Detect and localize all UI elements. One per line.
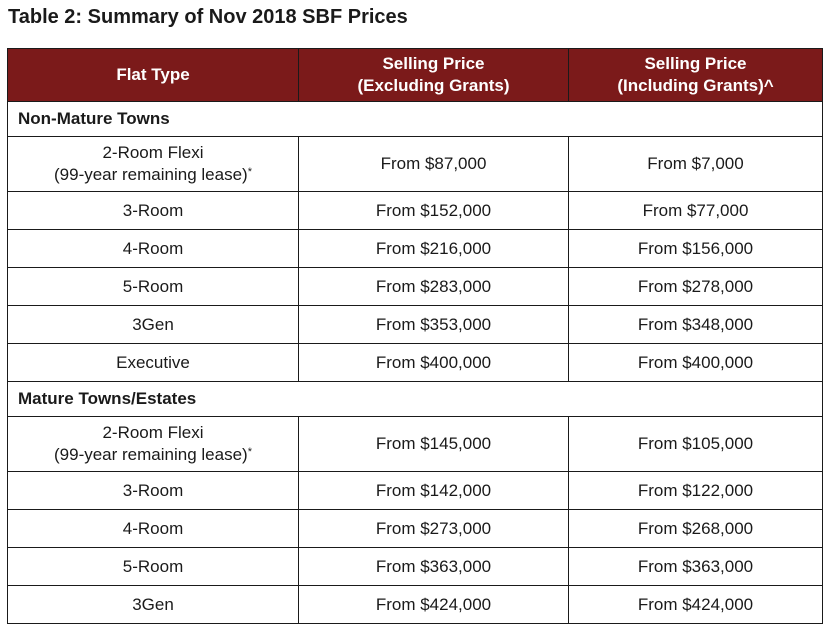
lease-note: (99-year remaining lease)	[54, 445, 248, 464]
price-incl-cell: From $400,000	[569, 344, 823, 382]
price-incl-cell: From $77,000	[569, 192, 823, 230]
price-incl-cell: From $278,000	[569, 268, 823, 306]
header-excl-line1: Selling Price	[382, 54, 485, 73]
price-excl-cell: From $283,000	[299, 268, 569, 306]
header-including-grants	[569, 49, 823, 102]
flat-type-line1: 2-Room Flexi	[102, 423, 204, 442]
price-excl-cell: From $353,000	[299, 306, 569, 344]
price-incl-cell: From $363,000	[569, 548, 823, 586]
price-incl-cell: From $7,000	[569, 137, 823, 192]
header-excluding-grants	[299, 49, 569, 102]
flat-type-cell: 4-Room	[8, 230, 299, 268]
section-row	[8, 102, 823, 137]
section-title: Non-Mature Towns	[8, 102, 823, 137]
flat-type-cell: Executive	[8, 344, 299, 382]
price-incl-cell: From $122,000	[569, 472, 823, 510]
footnote-mark: *	[247, 446, 252, 458]
table-row	[8, 548, 823, 586]
price-incl-cell: From $268,000	[569, 510, 823, 548]
table-row	[8, 417, 823, 472]
price-excl-cell: From $145,000	[299, 417, 569, 472]
price-incl-cell: From $105,000	[569, 417, 823, 472]
flat-type-cell: 3-Room	[8, 192, 299, 230]
table-row	[8, 268, 823, 306]
footnote-mark: *	[247, 166, 252, 178]
flat-type-cell	[8, 137, 299, 192]
price-excl-cell: From $424,000	[299, 586, 569, 624]
header-flat-type: Flat Type	[8, 49, 299, 102]
lease-note: (99-year remaining lease)	[54, 165, 248, 184]
price-excl-cell: From $216,000	[299, 230, 569, 268]
flat-type-cell: 3-Room	[8, 472, 299, 510]
flat-type-cell: 4-Room	[8, 510, 299, 548]
price-incl-cell: From $424,000	[569, 586, 823, 624]
price-excl-cell: From $400,000	[299, 344, 569, 382]
flat-type-line1: 2-Room Flexi	[102, 143, 204, 162]
price-incl-cell: From $156,000	[569, 230, 823, 268]
flat-type-cell: 5-Room	[8, 268, 299, 306]
header-incl-line1: Selling Price	[644, 54, 747, 73]
table-title: Table 2: Summary of Nov 2018 SBF Prices	[8, 6, 408, 28]
price-excl-cell: From $152,000	[299, 192, 569, 230]
table-row	[8, 344, 823, 382]
flat-type-cell	[8, 417, 299, 472]
flat-type-line2	[12, 444, 294, 466]
price-excl-cell: From $273,000	[299, 510, 569, 548]
table-row	[8, 510, 823, 548]
price-excl-cell: From $87,000	[299, 137, 569, 192]
header-row	[8, 49, 823, 102]
table-row	[8, 586, 823, 624]
header-incl-line2: (Including Grants)^	[617, 76, 774, 95]
price-excl-cell: From $363,000	[299, 548, 569, 586]
flat-type-cell: 3Gen	[8, 586, 299, 624]
table-row	[8, 192, 823, 230]
price-incl-cell: From $348,000	[569, 306, 823, 344]
section-title: Mature Towns/Estates	[8, 382, 823, 417]
table-row	[8, 230, 823, 268]
table-row	[8, 306, 823, 344]
header-excl-line2: (Excluding Grants)	[357, 76, 510, 95]
table-row	[8, 137, 823, 192]
flat-type-cell: 3Gen	[8, 306, 299, 344]
table-row	[8, 472, 823, 510]
section-row	[8, 382, 823, 417]
sbf-price-table	[7, 48, 823, 624]
flat-type-cell: 5-Room	[8, 548, 299, 586]
flat-type-line2	[12, 164, 294, 186]
price-excl-cell: From $142,000	[299, 472, 569, 510]
